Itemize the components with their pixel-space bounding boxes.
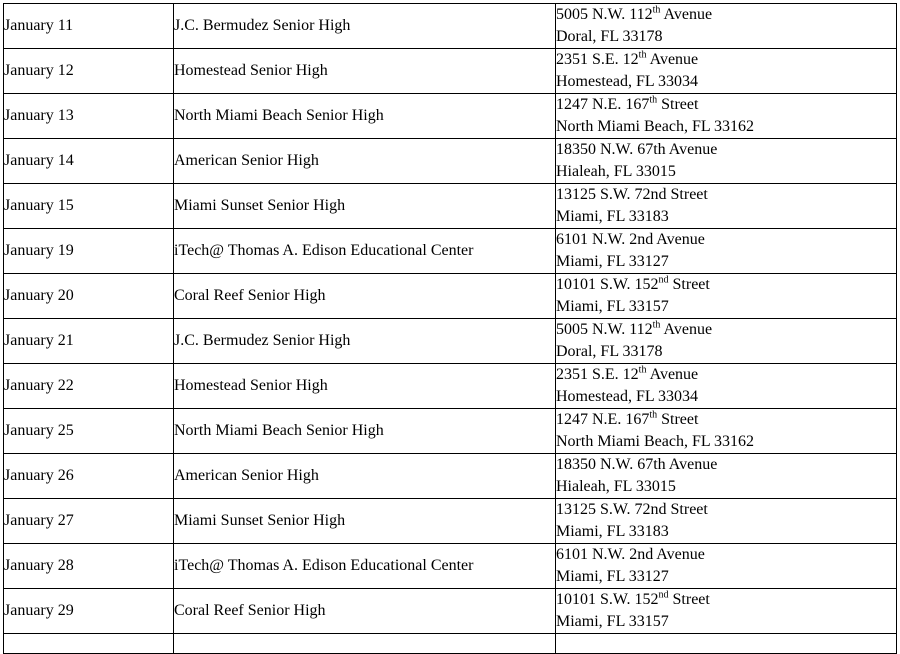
school-name-cell: Homestead Senior High: [174, 49, 556, 94]
city-state-zip: North Miami Beach, FL 33162: [556, 118, 755, 135]
address-cell: [556, 319, 897, 364]
date-cell: January 29: [4, 589, 174, 634]
street-number-text: 1247 N.E. 167: [556, 96, 650, 113]
street-type-text: Avenue: [660, 6, 713, 23]
table-row: [4, 589, 897, 634]
address-cell: [556, 589, 897, 634]
date-cell: January 28: [4, 544, 174, 589]
street-number-text: 10101 S.W. 152: [556, 276, 659, 293]
school-name-cell: J.C. Bermudez Senior High: [174, 319, 556, 364]
school-name-cell: Homestead Senior High: [174, 364, 556, 409]
table-row: [4, 454, 897, 499]
date-cell: January 19: [4, 229, 174, 274]
street-address: [556, 94, 896, 116]
street-address: [556, 274, 896, 296]
address-cell: [556, 544, 897, 589]
date-cell: January 13: [4, 94, 174, 139]
ordinal-suffix: th: [649, 409, 658, 421]
city-state-zip: Homestead, FL 33034: [556, 388, 699, 405]
ordinal-suffix: th: [638, 49, 647, 61]
school-name-cell: iTech@ Thomas A. Edison Educational Center: [174, 544, 556, 589]
city-state-zip: Miami, FL 33157: [556, 298, 669, 315]
school-name-cell: American Senior High: [174, 139, 556, 184]
date-cell: January 27: [4, 499, 174, 544]
date-cell: January 12: [4, 49, 174, 94]
street-number-text: 2351 S.E. 12: [556, 366, 639, 383]
ordinal-suffix: nd: [658, 274, 669, 286]
street-type-text: Street: [657, 411, 699, 428]
street-type-text: Street: [657, 96, 699, 113]
street-type-text: Street: [668, 276, 710, 293]
city-state-zip: Miami, FL 33157: [556, 613, 669, 630]
table-row: [4, 184, 897, 229]
date-cell: January 14: [4, 139, 174, 184]
table-row: [4, 544, 897, 589]
date-cell: January 15: [4, 184, 174, 229]
street-address: [556, 364, 896, 386]
street-number-text: 13125 S.W. 72nd Street: [556, 501, 708, 518]
street-type-text: Street: [668, 591, 710, 608]
street-number-text: 13125 S.W. 72nd Street: [556, 186, 708, 203]
street-number-text: 5005 N.W. 112: [556, 6, 653, 23]
street-number-text: 1247 N.E. 167: [556, 411, 650, 428]
ordinal-suffix: th: [652, 4, 661, 16]
empty-school-cell: [174, 634, 556, 654]
address-cell: [556, 229, 897, 274]
street-type-text: Avenue: [660, 321, 713, 338]
address-cell: [556, 4, 897, 49]
address-cell: [556, 94, 897, 139]
table-row: [4, 49, 897, 94]
table-row: [4, 4, 897, 49]
street-address: [556, 49, 896, 71]
school-name-cell: North Miami Beach Senior High: [174, 94, 556, 139]
street-address: [556, 409, 896, 431]
date-cell: January 25: [4, 409, 174, 454]
city-state-zip: Hialeah, FL 33015: [556, 163, 676, 180]
street-type-text: Avenue: [646, 366, 699, 383]
ordinal-suffix: th: [652, 319, 661, 331]
address-cell: [556, 499, 897, 544]
street-address: [556, 319, 896, 341]
school-name-cell: North Miami Beach Senior High: [174, 409, 556, 454]
address-cell: [556, 454, 897, 499]
school-name-cell: Coral Reef Senior High: [174, 589, 556, 634]
street-address: [556, 184, 896, 206]
street-type-text: Avenue: [646, 51, 699, 68]
street-number-text: 6101 N.W. 2nd Avenue: [556, 546, 705, 563]
city-state-zip: Miami, FL 33183: [556, 208, 669, 225]
empty-address-cell: [556, 634, 897, 654]
date-cell: January 21: [4, 319, 174, 364]
street-address: [556, 544, 896, 566]
city-state-zip: Hialeah, FL 33015: [556, 478, 676, 495]
address-cell: [556, 49, 897, 94]
ordinal-suffix: th: [649, 94, 658, 106]
street-number-text: 18350 N.W. 67th Avenue: [556, 141, 718, 158]
school-name-cell: Miami Sunset Senior High: [174, 184, 556, 229]
table-row: [4, 229, 897, 274]
street-address: [556, 499, 896, 521]
street-number-text: 2351 S.E. 12: [556, 51, 639, 68]
city-state-zip: North Miami Beach, FL 33162: [556, 433, 755, 450]
school-name-cell: J.C. Bermudez Senior High: [174, 4, 556, 49]
table-row: [4, 319, 897, 364]
street-number-text: 6101 N.W. 2nd Avenue: [556, 231, 705, 248]
date-cell: January 20: [4, 274, 174, 319]
street-address: [556, 454, 896, 476]
school-name-cell: Coral Reef Senior High: [174, 274, 556, 319]
schedule-table: [3, 3, 897, 654]
school-name-cell: iTech@ Thomas A. Edison Educational Center: [174, 229, 556, 274]
street-number-text: 5005 N.W. 112: [556, 321, 653, 338]
street-address: [556, 4, 896, 26]
table-row: [4, 409, 897, 454]
ordinal-suffix: th: [638, 364, 647, 376]
city-state-zip: Miami, FL 33127: [556, 253, 669, 270]
table-row: [4, 274, 897, 319]
street-address: [556, 139, 896, 161]
city-state-zip: Miami, FL 33127: [556, 568, 669, 585]
table-row: [4, 499, 897, 544]
schedule-table-body: [4, 4, 897, 654]
ordinal-suffix: nd: [658, 589, 669, 601]
city-state-zip: Doral, FL 33178: [556, 28, 663, 45]
table-row: [4, 139, 897, 184]
city-state-zip: Miami, FL 33183: [556, 523, 669, 540]
empty-table-row: [4, 634, 897, 654]
street-number-text: 10101 S.W. 152: [556, 591, 659, 608]
date-cell: January 11: [4, 4, 174, 49]
school-name-cell: Miami Sunset Senior High: [174, 499, 556, 544]
street-address: [556, 589, 896, 611]
city-state-zip: Homestead, FL 33034: [556, 73, 699, 90]
street-address: [556, 229, 896, 251]
address-cell: [556, 184, 897, 229]
table-row: [4, 364, 897, 409]
date-cell: January 26: [4, 454, 174, 499]
empty-date-cell: [4, 634, 174, 654]
table-row: [4, 94, 897, 139]
address-cell: [556, 139, 897, 184]
school-name-cell: American Senior High: [174, 454, 556, 499]
city-state-zip: Doral, FL 33178: [556, 343, 663, 360]
address-cell: [556, 274, 897, 319]
address-cell: [556, 409, 897, 454]
date-cell: January 22: [4, 364, 174, 409]
street-number-text: 18350 N.W. 67th Avenue: [556, 456, 718, 473]
address-cell: [556, 364, 897, 409]
